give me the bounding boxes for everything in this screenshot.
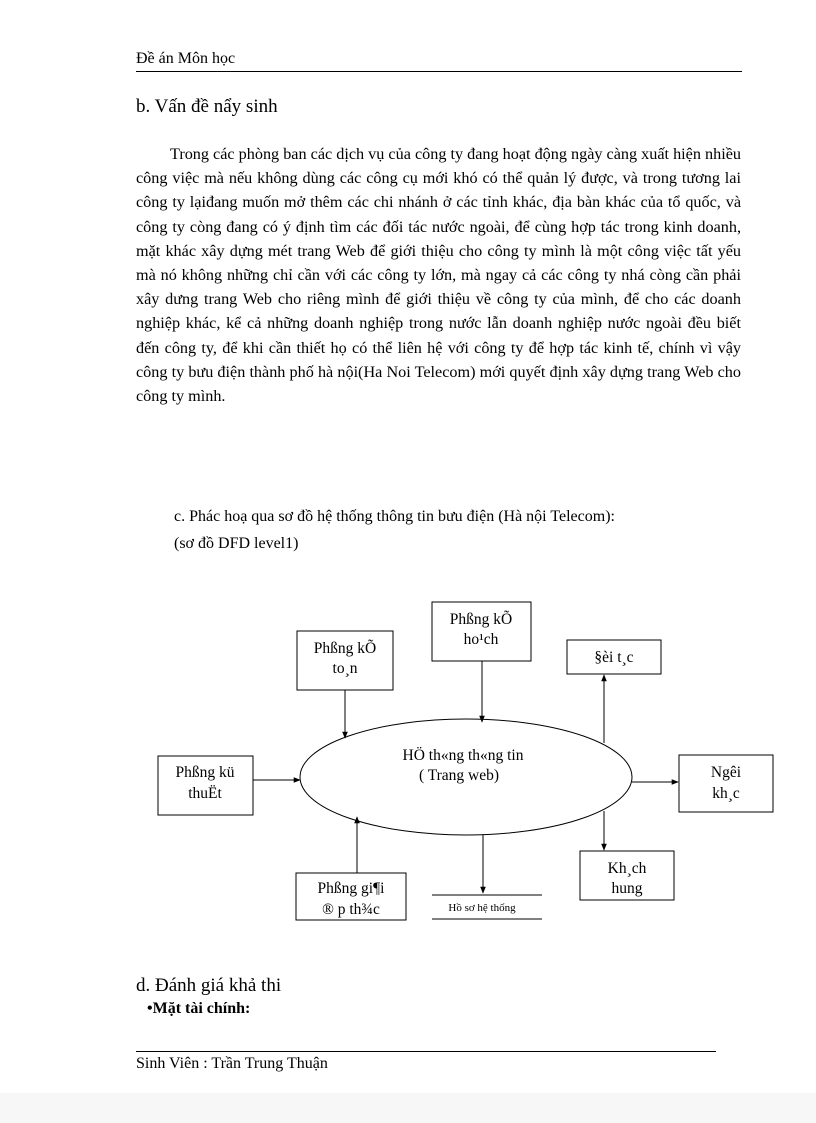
visitors-label-2: hung bbox=[611, 880, 643, 897]
tech-dept-label-2: thuËt bbox=[188, 785, 222, 802]
sales-dept-label-2: ® p th¾c bbox=[322, 901, 380, 918]
accounting-dept-label-2: to¸n bbox=[332, 660, 358, 677]
datastore-label: Hồ sơ hệ thống bbox=[448, 902, 516, 914]
accounting-dept-label-1: Phßng kÕ bbox=[313, 640, 377, 657]
visitors-label-1: Kh¸ch bbox=[607, 860, 647, 877]
planning-dept-label-2: ho¹ch bbox=[463, 631, 499, 648]
tech-dept-label-1: Phßng kü bbox=[175, 764, 235, 781]
system-process-label-1: HÖ th«ng th«ng tin bbox=[402, 747, 524, 764]
section-d-heading: d. Đánh giá khả thi bbox=[136, 975, 282, 996]
users-label-1: Ngêi bbox=[710, 764, 742, 781]
financial-aspect-item: •Mặt tài chính: bbox=[147, 1000, 251, 1017]
section-b-heading: b. Vấn đề nẩy sinh bbox=[136, 96, 278, 117]
section-c-title: c. Phác hoạ qua sơ đồ hệ thống thông tin bưu điện (Hà nội Telecom): bbox=[174, 508, 615, 525]
system-process-label-2: ( Trang web) bbox=[418, 767, 500, 784]
planning-dept-label-1: Phßng kÕ bbox=[449, 611, 513, 628]
sales-dept-label-1: Phßng gi¶i bbox=[317, 880, 385, 897]
partners-label: §èi t¸c bbox=[594, 649, 634, 666]
footer-author: Sinh Viên : Trần Trung Thuận bbox=[136, 1055, 328, 1072]
users-label-2: kh¸c bbox=[712, 785, 740, 802]
footer-rule bbox=[136, 1051, 716, 1052]
section-c-subtitle: (sơ đồ DFD level1) bbox=[174, 535, 299, 552]
section-b-paragraph: Trong các phòng ban các dịch vụ của công ty đang hoạt động ngày càng xuất hiện nhiều công việc mà nếu không dùng các công cụ mới khó có thể quản lý được, và trong tương lai công ty lạiđang muốn mở thêm các chi nhánh ở các tỉnh khác, địa bàn khác của tổ quốc, và công ty còng đang có ý định tìm các đối tác nước ngoài, để cùng hợp tác trong kinh doanh, mặt khác xây dựng mét trang Web để giới thiệu cho công ty mình là một công việc tất yếu mà nó không những chỉ cần với các công ty lớn, mà ngay cả các công ty nhá còng cần phải xây dưng trang Web cho riêng mình để giới thiệu về công ty của mình, để cho các doanh nghiệp khác, kể cả những doanh nghiệp trong nước lẫn doanh nghiệp nước ngoài đều biết đến công ty, để khi cần thiết họ có thể liên hệ với công ty để hợp tác kinh tế, chính vì vậy công ty bưu điện thành phố hà nội(Ha Noi Telecom) mới quyết định xây dựng trang Web cho công ty mình. bbox=[136, 145, 741, 406]
page-header-title: Đề án Môn học bbox=[136, 50, 236, 67]
